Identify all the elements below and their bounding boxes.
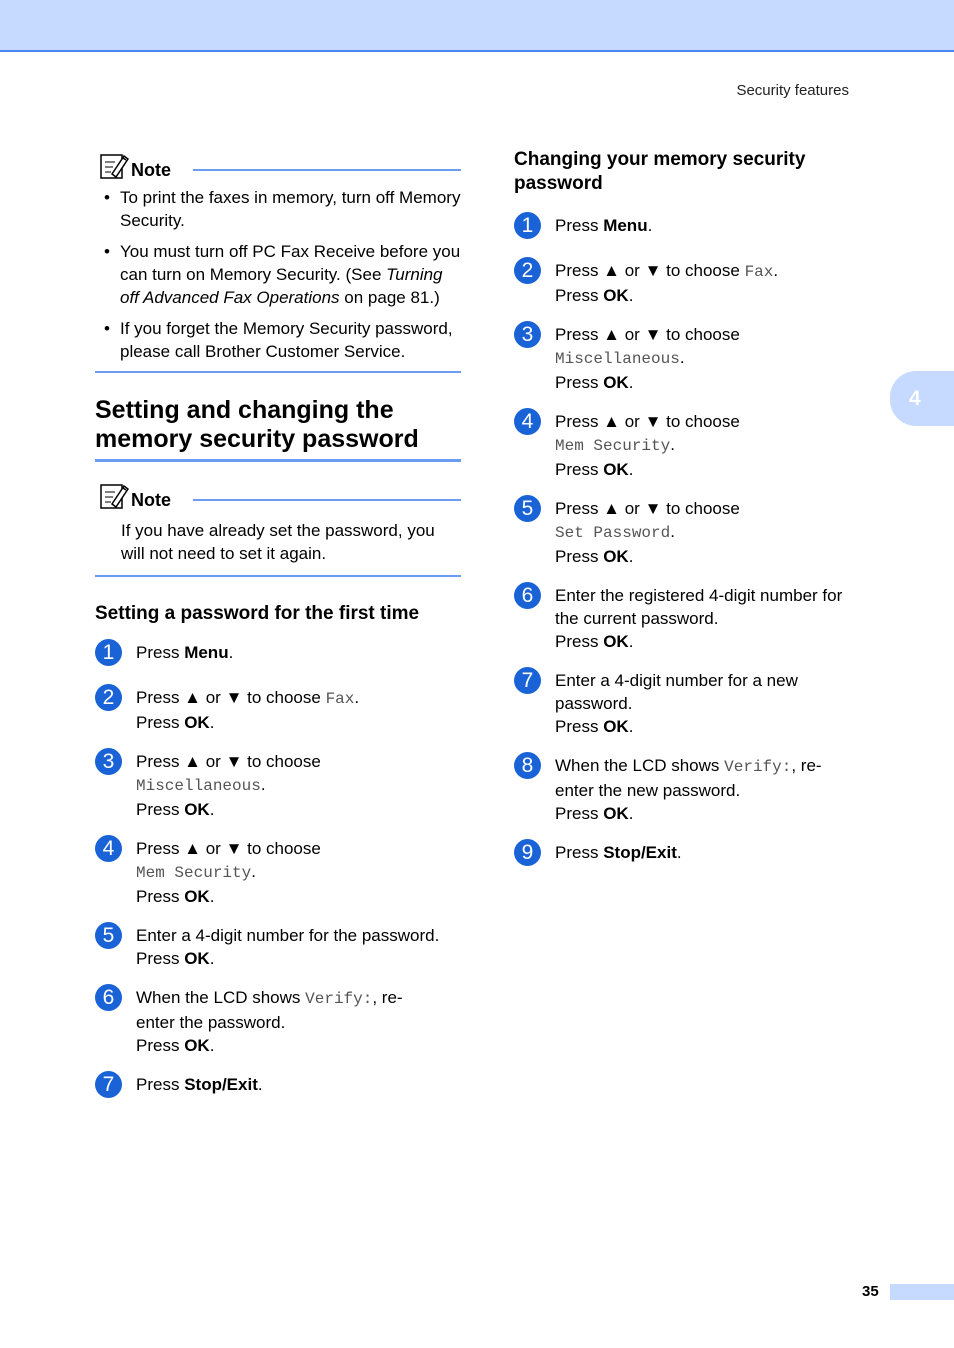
instruction-text: . bbox=[228, 643, 234, 662]
note-text: If you have already set the password, you will not need to set it again. bbox=[121, 521, 435, 563]
step-text bbox=[555, 259, 884, 307]
step-text bbox=[136, 750, 461, 821]
subsection-heading bbox=[514, 148, 884, 196]
instruction-text: . bbox=[628, 547, 634, 566]
lcd-option: Set Password bbox=[555, 524, 671, 542]
section-rule bbox=[95, 459, 461, 462]
instruction-text: Press bbox=[555, 547, 604, 566]
step-item bbox=[95, 686, 461, 734]
step-text bbox=[136, 1073, 461, 1096]
button-name: OK bbox=[603, 547, 629, 566]
button-name: Menu bbox=[184, 643, 229, 662]
step-number-badge: 2 bbox=[514, 257, 541, 284]
button-name: OK bbox=[603, 632, 629, 651]
button-name: OK bbox=[184, 1036, 210, 1055]
step-item bbox=[95, 641, 461, 670]
step-item bbox=[514, 584, 884, 653]
instruction-text: , re- bbox=[372, 988, 403, 1007]
button-name: Stop/Exit bbox=[184, 1075, 258, 1094]
subsection-title-line-1: Changing your memory security bbox=[514, 149, 806, 170]
step-number-badge: 7 bbox=[514, 667, 541, 694]
instruction-text: Press ▲ or ▼ to choose bbox=[555, 499, 740, 518]
instruction-text: Press bbox=[136, 643, 185, 662]
note-list bbox=[95, 186, 461, 363]
instruction-text: Press bbox=[136, 1036, 185, 1055]
instruction-text: Press bbox=[555, 632, 604, 651]
instruction-text: . bbox=[251, 862, 256, 881]
instruction-text: Press bbox=[555, 373, 604, 392]
step-item bbox=[514, 410, 884, 481]
step-item bbox=[514, 841, 884, 870]
instruction-text: Enter a 4-digit number for the password. bbox=[136, 926, 440, 945]
step-item bbox=[514, 214, 884, 243]
instruction-text: Press bbox=[136, 1075, 185, 1094]
instruction-text: . bbox=[647, 216, 653, 235]
step-item bbox=[95, 924, 461, 970]
step-text bbox=[555, 754, 884, 825]
section-title-line-2: memory security password bbox=[95, 425, 419, 453]
note-header bbox=[95, 152, 461, 180]
note-bullet-item bbox=[120, 240, 461, 309]
step-number-badge: 8 bbox=[514, 752, 541, 779]
note-divider bbox=[193, 169, 461, 171]
instruction-text: enter the new password. bbox=[555, 781, 741, 800]
button-name: Stop/Exit bbox=[603, 843, 677, 862]
step-item bbox=[95, 986, 461, 1057]
instruction-text: . bbox=[628, 632, 634, 651]
step-number-badge: 6 bbox=[514, 582, 541, 609]
instruction-text: . bbox=[628, 804, 634, 823]
lcd-option: Mem Security bbox=[555, 437, 671, 455]
step-text bbox=[555, 410, 884, 481]
note-title: Note bbox=[131, 160, 171, 180]
instruction-text: the current password. bbox=[555, 609, 719, 628]
note-divider bbox=[193, 499, 461, 501]
note-box bbox=[95, 152, 461, 373]
instruction-text: Press bbox=[136, 887, 185, 906]
step-text bbox=[136, 837, 461, 908]
button-name: OK bbox=[603, 286, 629, 305]
lcd-option: Fax bbox=[744, 263, 774, 281]
note-bullet-text: To print the faxes in memory, turn off Memory Security. bbox=[120, 188, 461, 230]
step-number-badge: 9 bbox=[514, 839, 541, 866]
header-band bbox=[0, 0, 954, 52]
instruction-text: When the LCD shows bbox=[555, 756, 725, 775]
step-number-badge: 4 bbox=[95, 835, 122, 862]
instruction-text: Press bbox=[555, 804, 604, 823]
running-head: Security features bbox=[736, 82, 849, 99]
note-bullet-item bbox=[120, 317, 461, 363]
step-number-badge: 1 bbox=[514, 212, 541, 239]
instruction-text: Enter a 4-digit number for a new bbox=[555, 671, 798, 690]
right-column bbox=[514, 148, 884, 870]
instruction-text: Press bbox=[555, 460, 604, 479]
instruction-text: . bbox=[209, 949, 215, 968]
step-text bbox=[555, 214, 884, 237]
instruction-text: . bbox=[209, 800, 215, 819]
setting-steps bbox=[95, 641, 461, 1102]
subsection-title: Setting a password for the first time bbox=[95, 603, 420, 624]
footer-band bbox=[890, 1284, 954, 1300]
lcd-option: Verify: bbox=[305, 990, 373, 1008]
instruction-text: . bbox=[676, 843, 682, 862]
instruction-text: . bbox=[670, 435, 675, 454]
step-item bbox=[95, 750, 461, 821]
step-text bbox=[555, 669, 884, 738]
step-text bbox=[136, 641, 461, 664]
instruction-text: When the LCD shows bbox=[136, 988, 306, 1007]
instruction-text: Press ▲ or ▼ to choose bbox=[555, 412, 740, 431]
note-box bbox=[95, 482, 461, 577]
lcd-option: Fax bbox=[325, 690, 355, 708]
step-number-badge: 3 bbox=[95, 748, 122, 775]
instruction-text: . bbox=[209, 1036, 215, 1055]
step-text bbox=[136, 986, 461, 1057]
instruction-text: Press bbox=[555, 843, 604, 862]
button-name: OK bbox=[603, 717, 629, 736]
step-text bbox=[555, 323, 884, 394]
instruction-text: . bbox=[628, 286, 634, 305]
lcd-option: Verify: bbox=[724, 758, 792, 776]
step-number-badge: 5 bbox=[95, 922, 122, 949]
step-number-badge: 4 bbox=[514, 408, 541, 435]
step-text bbox=[136, 924, 461, 970]
instruction-text: Press bbox=[136, 713, 185, 732]
button-name: OK bbox=[184, 887, 210, 906]
instruction-text: . bbox=[209, 713, 215, 732]
button-name: OK bbox=[184, 949, 210, 968]
note-title: Note bbox=[131, 490, 171, 510]
instruction-text: enter the password. bbox=[136, 1013, 286, 1032]
note-bullet-text: If you forget the Memory Security password, please call Brother Customer Service. bbox=[120, 319, 453, 361]
step-text bbox=[555, 497, 884, 568]
page-number: 35 bbox=[862, 1283, 879, 1300]
step-item bbox=[514, 323, 884, 394]
step-number-badge: 5 bbox=[514, 495, 541, 522]
lcd-option: Miscellaneous bbox=[555, 350, 680, 368]
instruction-text: Press bbox=[555, 286, 604, 305]
button-name: OK bbox=[603, 804, 629, 823]
instruction-text: . bbox=[628, 460, 634, 479]
instruction-text: Press ▲ or ▼ to choose bbox=[555, 261, 745, 280]
step-number-badge: 7 bbox=[95, 1071, 122, 1098]
note-header bbox=[95, 482, 461, 510]
step-item bbox=[514, 754, 884, 825]
instruction-text: . bbox=[257, 1075, 263, 1094]
step-number-badge: 2 bbox=[95, 684, 122, 711]
instruction-text: . bbox=[628, 373, 634, 392]
button-name: OK bbox=[603, 460, 629, 479]
subsection-title-line-2: password bbox=[514, 173, 603, 194]
step-text bbox=[555, 584, 884, 653]
button-name: OK bbox=[603, 373, 629, 392]
step-text bbox=[555, 841, 884, 864]
note-bottom-rule bbox=[95, 575, 461, 577]
note-bottom-rule bbox=[95, 371, 461, 373]
section-title-line-1: Setting and changing the bbox=[95, 396, 394, 424]
step-item bbox=[514, 259, 884, 307]
instruction-text: . bbox=[670, 522, 675, 541]
button-name: Menu bbox=[603, 216, 648, 235]
instruction-text: Press bbox=[555, 717, 604, 736]
instruction-text: Enter the registered 4-digit number for bbox=[555, 586, 843, 605]
note-bullet-item bbox=[120, 186, 461, 232]
instruction-text: . bbox=[773, 261, 779, 280]
step-number-badge: 1 bbox=[95, 639, 122, 666]
instruction-text: Press ▲ or ▼ to choose bbox=[136, 839, 321, 858]
instruction-text: password. bbox=[555, 694, 633, 713]
note-bullet-text: on page 81.) bbox=[339, 288, 440, 307]
step-item bbox=[95, 1073, 461, 1102]
note-bullet-text: You must turn off PC Fax Receive before you can turn on Memory Security. (See bbox=[120, 242, 461, 284]
button-name: OK bbox=[184, 713, 210, 732]
chapter-tab[interactable]: 4 bbox=[890, 371, 954, 426]
instruction-text: Press ▲ or ▼ to choose bbox=[136, 688, 326, 707]
left-column bbox=[95, 152, 461, 1102]
instruction-text: . bbox=[209, 887, 215, 906]
note-pencil-icon bbox=[99, 152, 129, 180]
step-number-badge: 3 bbox=[514, 321, 541, 348]
button-name: OK bbox=[184, 800, 210, 819]
instruction-text: . bbox=[260, 775, 266, 794]
lcd-option: Miscellaneous bbox=[136, 777, 261, 795]
instruction-text: . bbox=[354, 688, 360, 707]
section-heading bbox=[95, 396, 461, 454]
instruction-text: Press bbox=[555, 216, 604, 235]
step-number-badge: 6 bbox=[95, 984, 122, 1011]
step-item bbox=[514, 669, 884, 738]
instruction-text: Press bbox=[136, 949, 185, 968]
changing-steps bbox=[514, 214, 884, 870]
step-text bbox=[136, 686, 461, 734]
lcd-option: Mem Security bbox=[136, 864, 252, 882]
instruction-text: Press ▲ or ▼ to choose bbox=[555, 325, 740, 344]
cross-reference-text[interactable]: Turning off Advanced Fax Operations bbox=[120, 265, 443, 307]
instruction-text: . bbox=[628, 717, 634, 736]
step-item bbox=[95, 837, 461, 908]
instruction-text: . bbox=[679, 348, 685, 367]
instruction-text: Press ▲ or ▼ to choose bbox=[136, 752, 321, 771]
step-item bbox=[514, 497, 884, 568]
instruction-text: Press bbox=[136, 800, 185, 819]
note-pencil-icon bbox=[99, 482, 129, 510]
instruction-text: , re- bbox=[791, 756, 822, 775]
